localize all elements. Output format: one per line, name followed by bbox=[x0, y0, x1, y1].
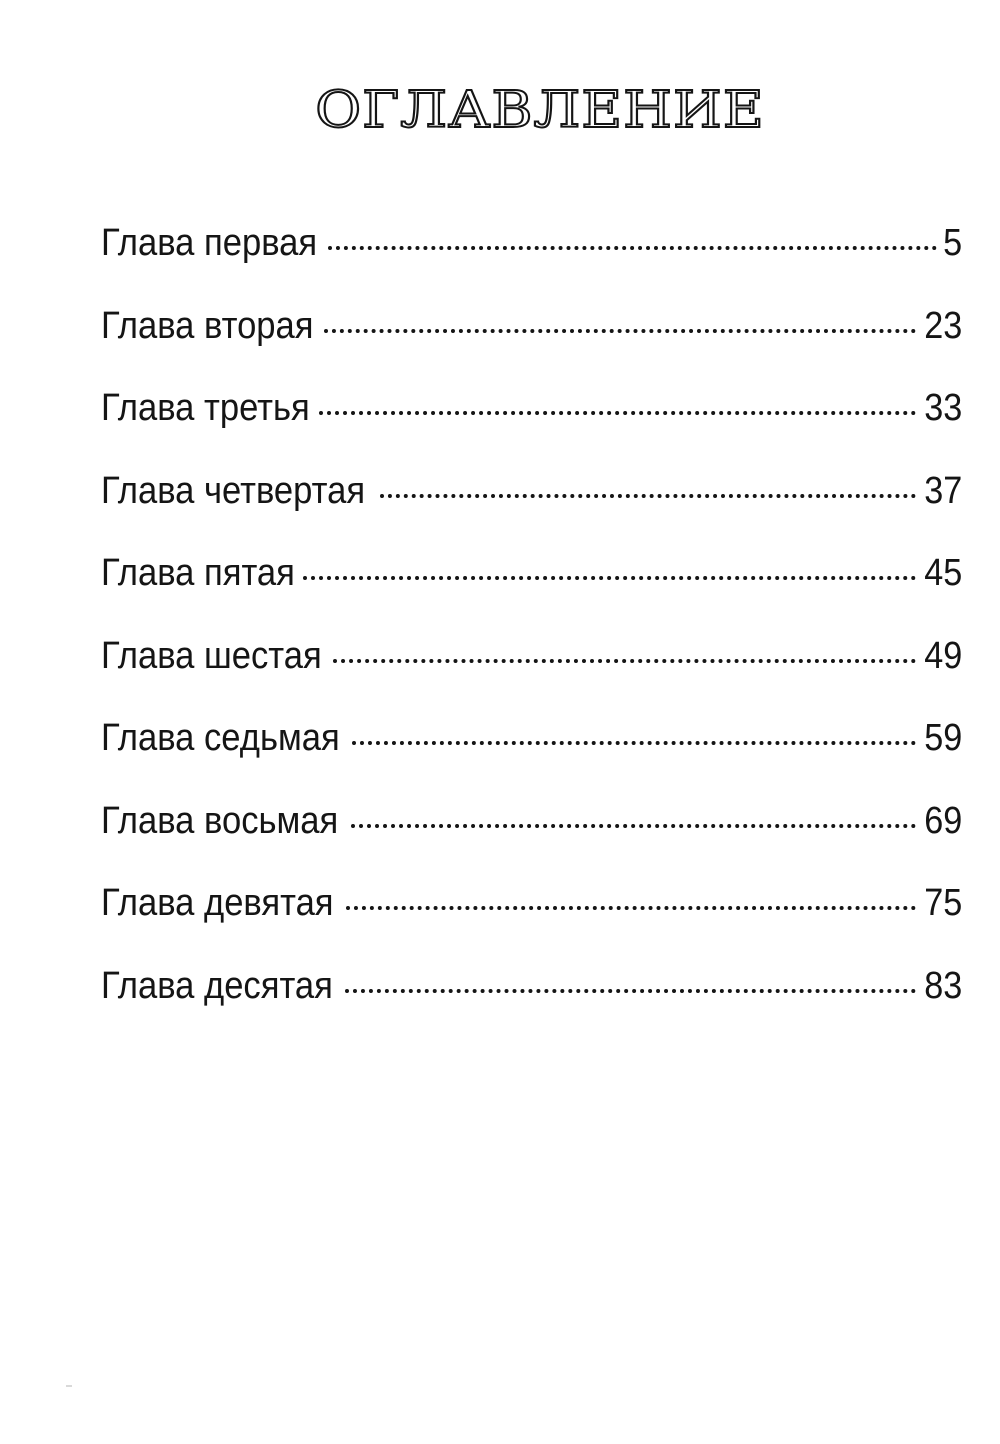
page-number: 59 bbox=[923, 717, 962, 759]
page-number: 33 bbox=[923, 387, 962, 429]
page-number: 45 bbox=[923, 552, 962, 594]
dot-leader bbox=[351, 824, 916, 828]
page-number: 83 bbox=[923, 964, 962, 1007]
toc-entry-8 bbox=[101, 792, 962, 875]
chapter-title: Глава седьмая bbox=[101, 717, 340, 759]
toc-entry-2 bbox=[101, 297, 962, 380]
chapter-title: Глава шестая bbox=[101, 634, 322, 677]
dot-leader bbox=[352, 741, 915, 745]
dot-leader bbox=[319, 411, 915, 415]
table-of-contents bbox=[101, 214, 962, 1039]
page-number: 69 bbox=[923, 799, 962, 842]
toc-entry-9 bbox=[101, 874, 962, 957]
page-number: 23 bbox=[923, 304, 962, 347]
page-title: ОГЛАВЛЕНИЕ bbox=[315, 81, 765, 140]
dot-leader bbox=[324, 329, 916, 333]
toc-entry-6 bbox=[101, 627, 962, 710]
dot-leader bbox=[303, 576, 916, 580]
page-number: 5 bbox=[942, 222, 962, 264]
page-number: 49 bbox=[923, 634, 962, 677]
toc-entry-10 bbox=[101, 957, 962, 1040]
toc-entry-1 bbox=[101, 214, 962, 297]
toc-entry-7 bbox=[101, 709, 962, 792]
dot-leader bbox=[380, 494, 916, 498]
chapter-title: Глава восьмая bbox=[101, 799, 339, 842]
dot-leader bbox=[333, 659, 916, 663]
chapter-title: Глава пятая bbox=[101, 552, 295, 594]
chapter-title: Глава вторая bbox=[101, 304, 314, 347]
toc-entry-5 bbox=[101, 544, 962, 627]
page-number: 37 bbox=[923, 469, 962, 512]
page-number: 75 bbox=[923, 882, 962, 924]
toc-entry-3 bbox=[101, 379, 962, 462]
toc-entry-4 bbox=[101, 462, 962, 545]
chapter-title: Глава третья bbox=[101, 387, 310, 429]
chapter-title: Глава первая bbox=[101, 222, 318, 264]
dot-leader bbox=[346, 906, 916, 910]
chapter-title: Глава десятая bbox=[101, 964, 333, 1007]
dot-leader bbox=[328, 246, 937, 250]
scan-speck bbox=[66, 1385, 72, 1387]
chapter-title: Глава четвертая bbox=[101, 469, 366, 512]
dot-leader bbox=[345, 989, 916, 993]
chapter-title: Глава девятая bbox=[101, 882, 334, 924]
